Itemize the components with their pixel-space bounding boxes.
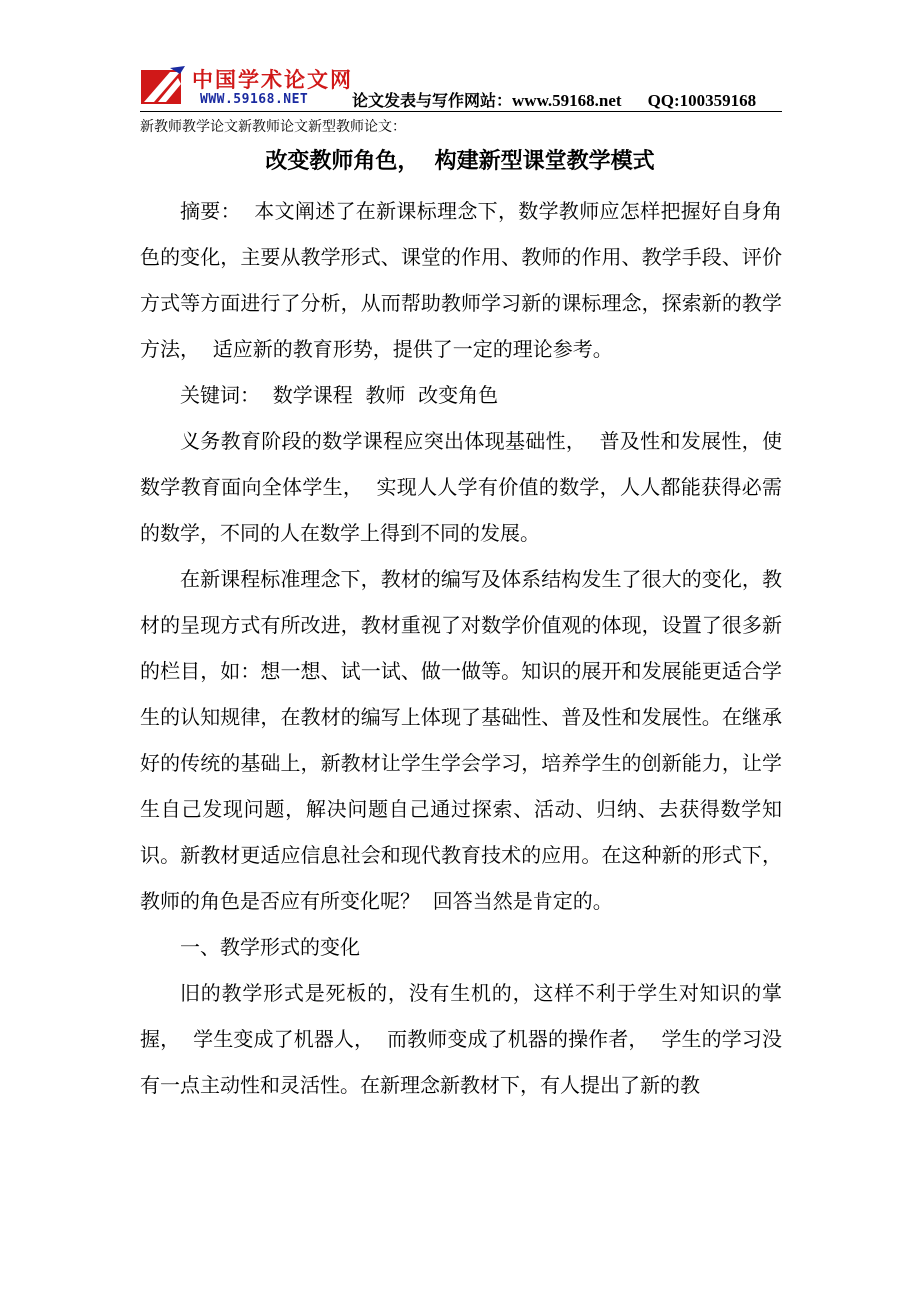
site-tagline — [352, 88, 756, 111]
qq-contact: QQ:100359168 — [647, 91, 757, 110]
abstract-paragraph: 摘要： 本文阐述了在新课标理念下，数学教师应怎样把握好自身角色的变化，主要从教学形式、课堂的作用、教师的作用、教学手段、评价方式等方面进行了分析，从而帮助教师学习新的课标理念，探索新的教学方法， 适应新的教育形势，提供了一定的理论参考。 — [140, 199, 782, 361]
article-body — [140, 188, 782, 1108]
logo-url: WWW.59168.NET — [200, 92, 309, 107]
keywords-line: 关键词： 数学课程 教师 改变角色 — [180, 383, 499, 407]
body-paragraph: 在新课程标准理念下，教材的编写及体系结构发生了很大的变化，教材的呈现方式有所改进，教材重视了对数学价值观的体现，设置了很多新的栏目，如：想一想、试一试、做一做等。知识的展开和发展能更适合学生的认知规律，在教材的编写上体现了基础性、普及性和发展性。在继承好的传统的基础上，新教材让学生学会学习，培养学生的创新能力，让学生自己发现问题，解决问题自己通过探索、活动、归纳、去获得数学知识。新教材更适应信息社会和现代教育技术的应用。在这种新的形式下，教师的角色是否应有所变化呢？ 回答当然是肯定的。 — [140, 567, 782, 913]
tagline-label: 论文发表与写作网站： — [352, 91, 513, 110]
logo-emblem-icon — [140, 64, 186, 106]
site-header — [140, 62, 780, 112]
article-title: 改变教师角色， 构建新型课堂教学模式 — [265, 148, 655, 174]
header-divider — [140, 111, 782, 112]
site-logo[interactable] — [140, 62, 353, 110]
section-heading: 一、教学形式的变化 — [180, 935, 360, 959]
logo-title: 中国学术论文网 — [192, 68, 353, 92]
body-paragraph: 义务教育阶段的数学课程应突出体现基础性， 普及性和发展性，使数学教育面向全体学生， 实现人人学有价值的数学，人人都能获得必需的数学，不同的人在数学上得到不同的发展。 — [140, 429, 782, 545]
breadcrumb: 新教师教学论文新教师论文新型教师论文： — [140, 120, 406, 135]
body-paragraph: 旧的教学形式是死板的，没有生机的，这样不利于学生对知识的掌握， 学生变成了机器人， 而教师变成了机器的操作者， 学生的学习没有一点主动性和灵活性。在新理念新教材下，有人提出了新的教 — [140, 981, 782, 1097]
site-link[interactable]: www.59168.net — [512, 91, 622, 110]
